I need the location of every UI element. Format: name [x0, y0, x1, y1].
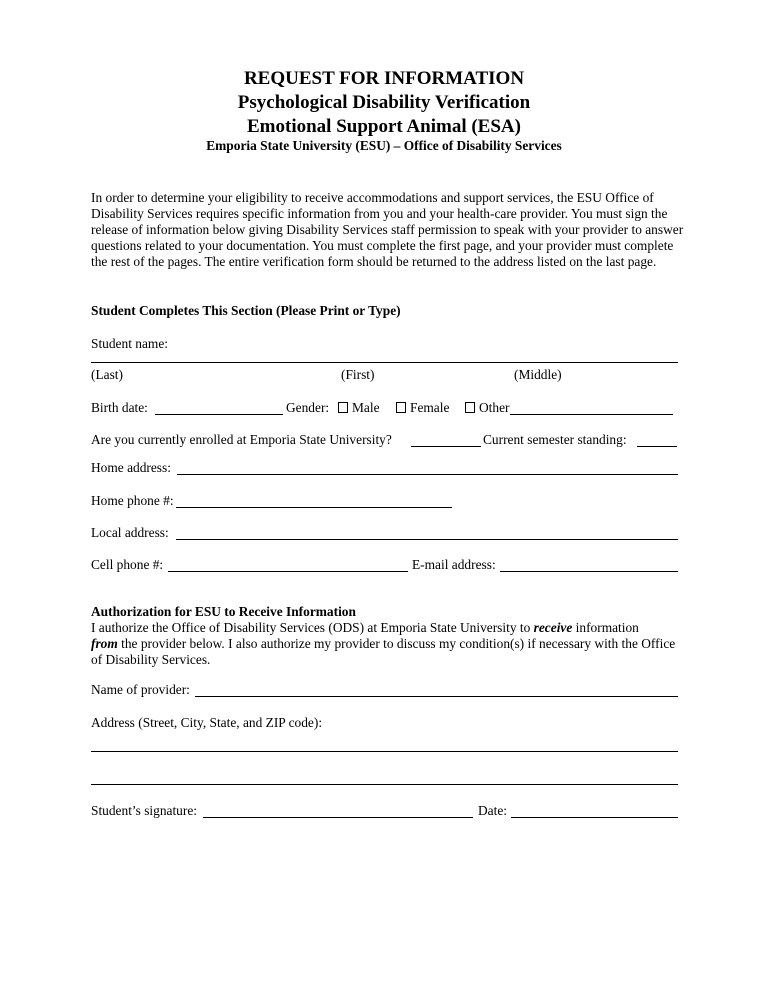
cell-phone-label: Cell phone #: [91, 557, 164, 572]
first-name-caption: (First) [341, 367, 375, 382]
middle-name-caption: (Middle) [514, 367, 562, 382]
enrolled-field[interactable] [411, 446, 481, 447]
date-field[interactable] [511, 817, 678, 818]
signature-field[interactable] [203, 817, 473, 818]
email-field[interactable] [500, 571, 678, 572]
male-checkbox[interactable] [338, 402, 348, 413]
provider-address-label: Address (Street, City, State, and ZIP code): [91, 715, 323, 730]
last-name-caption: (Last) [91, 367, 123, 382]
gender-label: Gender: [286, 400, 330, 415]
signature-label: Student’s signature: [91, 803, 197, 818]
provider-address-field-1[interactable] [91, 751, 678, 752]
form-subtitle-psych: Psychological Disability Verification [237, 92, 531, 113]
local-address-label: Local address: [91, 525, 169, 540]
gender-other-field[interactable] [510, 414, 673, 415]
home-phone-label: Home phone #: [91, 493, 174, 508]
home-phone-field[interactable] [176, 507, 452, 508]
intro-paragraph: In order to determine your eligibility to receive accommodations and support services, the ESU Office of Disability Services requires specific information from you and your health-care provider. You must sign the release of information below giving Disability Services staff permission to speak with your provider to answer questions related to your documentation. You must complete the first page, and your provider must complete the rest of the pages. The entire verification form should be returned to the address listed on the last page. [91, 190, 684, 269]
enrolled-label: Are you currently enrolled at Emporia State University? [91, 432, 392, 447]
form-title: REQUEST FOR INFORMATION [243, 68, 525, 89]
gender-male-option[interactable] [338, 400, 380, 416]
semester-standing-field[interactable] [637, 446, 677, 447]
student-name-field[interactable] [91, 362, 678, 363]
date-label: Date: [478, 803, 507, 818]
female-checkbox[interactable] [396, 402, 406, 413]
male-label: Male [352, 400, 380, 415]
authorization-heading: Authorization for ESU to Receive Information [91, 604, 356, 619]
female-label: Female [410, 400, 450, 415]
student-name-label: Student name: [91, 336, 168, 351]
email-label: E-mail address: [412, 557, 496, 572]
student-section-heading: Student Completes This Section (Please Print or Type) [91, 303, 401, 318]
provider-address-field-2[interactable] [91, 784, 678, 785]
other-checkbox[interactable] [465, 402, 475, 413]
institution-line: Emporia State University (ESU) – Office of Disability Services [206, 138, 562, 153]
form-subtitle-esa: Emotional Support Animal (ESA) [247, 116, 521, 137]
birth-date-field[interactable] [155, 414, 283, 415]
cell-phone-field[interactable] [168, 571, 408, 572]
home-address-label: Home address: [91, 460, 171, 475]
semester-standing-label: Current semester standing: [483, 432, 627, 447]
authorization-text: I authorize the Office of Disability Services (ODS) at Emporia State University to receive information from the provider below. I also authorize my provider to discuss my condition(s) if necessary with the Office of Disability Services. [91, 620, 676, 667]
provider-name-field[interactable] [195, 696, 678, 697]
gender-female-option[interactable] [396, 400, 449, 416]
home-address-field[interactable] [177, 474, 678, 475]
local-address-field[interactable] [176, 539, 678, 540]
provider-name-label: Name of provider: [91, 682, 190, 697]
birth-date-label: Birth date: [91, 400, 148, 415]
gender-other-option[interactable] [465, 400, 510, 416]
other-label: Other [479, 400, 510, 415]
